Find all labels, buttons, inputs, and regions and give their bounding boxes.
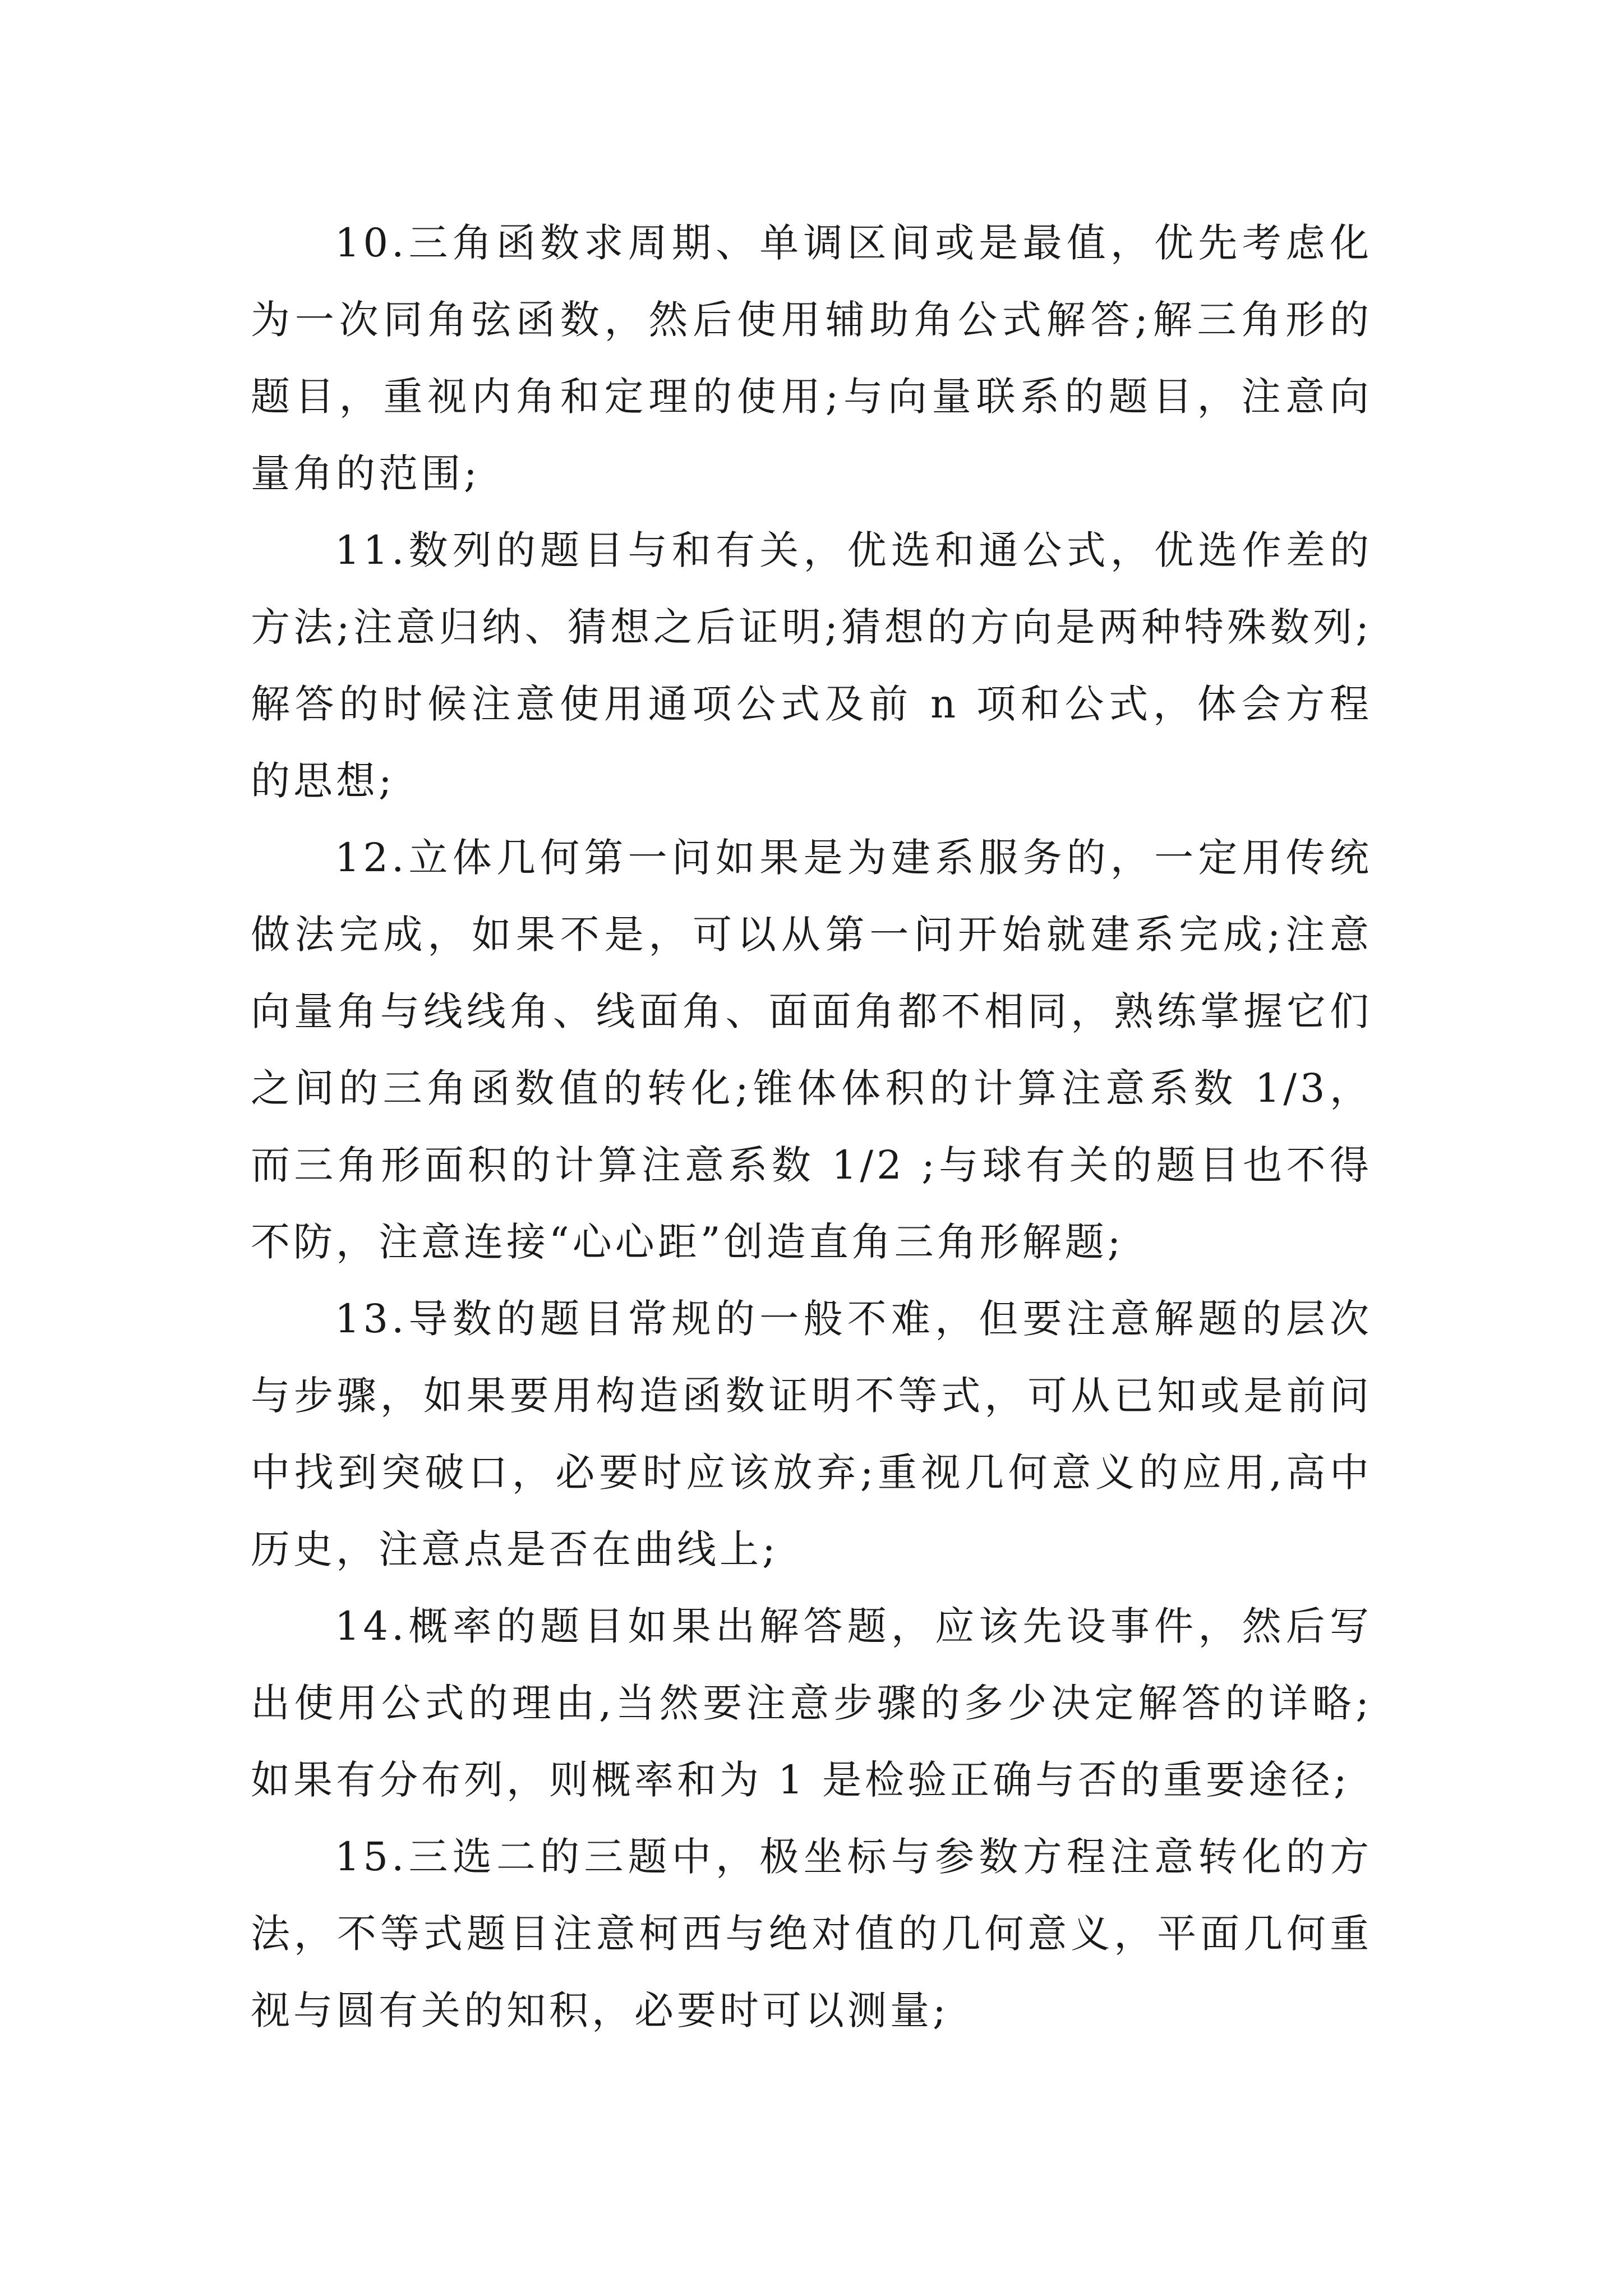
- paragraph-item-15: 15.三选二的三题中，极坐标与参数方程注意转化的方法，不等式题目注意柯西与绝对值的几何意义，平面几何重视与圆有关的知积，必要时可以测量;: [251, 1834, 1372, 2033]
- paragraph-item-14: 14.概率的题目如果出解答题，应该先设事件，然后写出使用公式的理由,当然要注意步骤的多少决定解答的详略;如果有分布列，则概率和为 1 是检验正确与否的重要途径;: [251, 1603, 1372, 1803]
- paragraph-item-13: 13.导数的题目常规的一般不难，但要注意解题的层次与步骤，如果要用构造函数证明不等式，可从已知或是前问中找到突破口，必要时应该放弃;重视几何意义的应用,高中历史，注意点是否在曲线上;: [251, 1296, 1372, 1572]
- paragraph-item-12: 12.立体几何第一问如果是为建系服务的，一定用传统做法完成，如果不是，可以从第一问开始就建系完成;注意向量角与线线角、线面角、面面角都不相同，熟练掌握它们之间的三角函数值的转化;锥体体积的计算注意系数 1/3，而三角形面积的计算注意系数 1/2 ;与球有关的题目也不得不防，注意连接“心心距”创造直角三角形解题;: [251, 835, 1372, 1265]
- paragraph-item-11: 11.数列的题目与和有关，优选和通公式，优选作差的方法;注意归纳、猜想之后证明;猜想的方向是两种特殊数列;解答的时候注意使用通项公式及前 n 项和公式，体会方程的思想;: [251, 527, 1372, 804]
- paragraph-item-10: 10.三角函数求周期、单调区间或是最值，优先考虑化为一次同角弦函数，然后使用辅助角公式解答;解三角形的题目，重视内角和定理的使用;与向量联系的题目，注意向量角的范围;: [251, 220, 1372, 496]
- document-body: [251, 205, 1372, 2049]
